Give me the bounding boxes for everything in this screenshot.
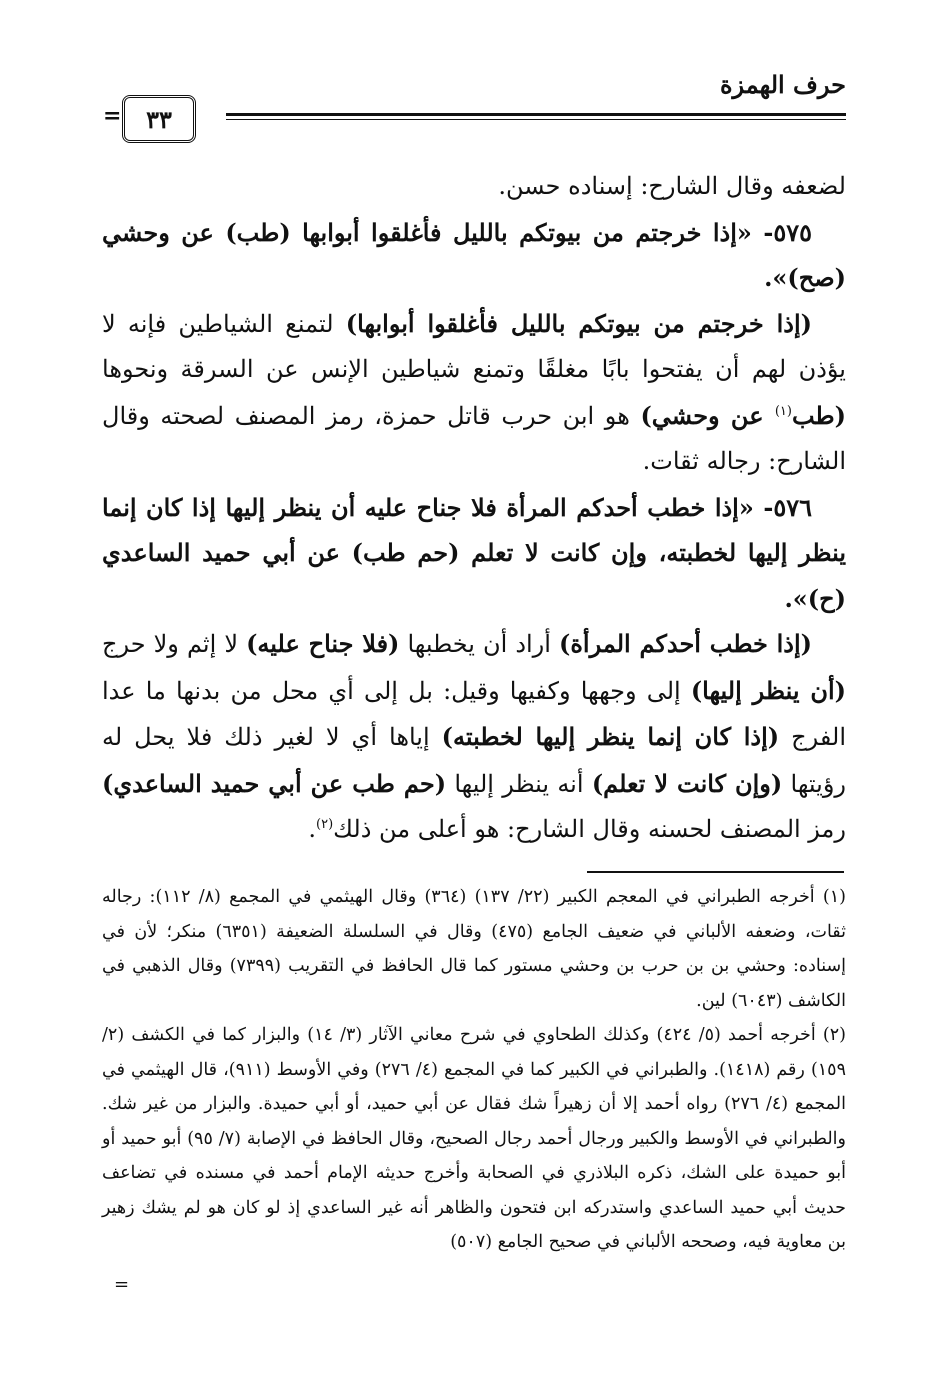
footnote-continuation-mark: = <box>114 1274 130 1295</box>
header-rule <box>226 113 846 116</box>
header-rule-thin <box>226 119 846 120</box>
hadith-575 <box>102 210 846 301</box>
header-continuation-mark: = <box>103 103 122 129</box>
commentary-575: (إذا خرجتم من بيوتكم بالليل فأغلقوا أبوابها) لتمنع الشياطين فإنه لا يؤذن لهم أن يفتحوا بابًا مغلقًا وتمنع شياطين الإنس عن السرقة ونحوها (طب$^{(١)}$ عن وحشي) هو ابن حرب قاتل حمزة، رمز المصنف لصحته وقال الشارح: رجاله ثقات. <box>102 308 847 475</box>
footnote-ref-2: (٢) <box>316 817 334 832</box>
hadith-text: «إذا خطب أحدكم المرأة فلا جناح عليه أن ينظر إليها إذا كان إنما ينظر إليها لخطبته، وإن كانت لا تعلم (حم طب) عن أبي حميد الساعدي (ح)». <box>102 492 846 613</box>
footnotes <box>102 880 846 1260</box>
main-text <box>102 164 846 853</box>
hadith-number: ٥٧٦- <box>753 492 812 522</box>
footnote-2: (٢) أخرجه أحمد (٥/ ٤٢٤) وكذلك الطحاوي في شرح معاني الآثار (٣/ ١٤) والبزار كما في الكشف (٢/ ١٥٩) رقم (١٤١٨). والطبراني في الكبير كما في المجمع (٤/ ٢٧٦) وفي الأوسط (٩١١)، قال الهيثمي في المجمع (٤/ ٢٧٦) رواه أحمد إلا أن زهيراً شك فقال عن أبي حميد، أو أبي حميدة. والبزار من غير شك. والطبراني في الأوسط والكبير ورجال أحمد رجال الصحيح، وقال الحافظ في الإصابة (٧/ ٩٥) أبو حميد أو أبو حميدة على الشك، ذكره البلاذري في الصحابة وأخرج حديثه الإمام أحمد في مسنده في تضاعف حديث أبي حميد الساعدي واستدركه ابن فتحون والظاهر أنه غير الساعدي إذ لو كان هو لم يشك زهير بن معاوية فيه، وصححه الألباني في صحيح الجامع (٥٠٧) <box>102 1025 846 1252</box>
page-number-badge <box>122 95 196 143</box>
footnote-separator <box>587 871 844 873</box>
footnote-1: (١) أخرجه الطبراني في المعجم الكبير (٢٢/ ١٣٧) (٣٦٤) وقال الهيثمي في المجمع (٨/ ١١٢): رجاله ثقات، وضعفه الألباني في ضعيف الجامع (٤٧٥) وقال في السلسلة الضعيفة (٦٣٥١) منكر؛ لأن في إسناده: وحشي بن بن حرب بن وحشي مستور كما قال الحافظ في التقريب (٧٣٩٩) وقال الذهبي في الكاشف (٦٠٤٣) لين. <box>102 887 847 1011</box>
hadith-text: «إذا خرجتم من بيوتكم بالليل فأغلقوا أبوابها (طب) عن وحشي (صح)». <box>102 217 846 292</box>
page-number: ٣٣ <box>146 104 172 134</box>
running-header: حرف الهمزة <box>719 70 846 99</box>
footnote-ref-1: (١) <box>774 403 792 419</box>
hadith-576 <box>102 485 846 622</box>
paragraph-continuation: لضعفه وقال الشارح: إسناده حسن. <box>498 172 846 200</box>
hadith-number: ٥٧٥- <box>751 217 812 247</box>
commentary-576: (إذا خطب أحدكم المرأة) أراد أن يخطبها (فلا جناح عليه) لا إثم ولا حرج (أن ينظر إليها) إلى وجهها وكفيها وقيل: بل إلى أي محل من بدنها ما عدا الفرج (إذا كان إنما ينظر إليها لخطبته) إياها أي لا لغير ذلك فلا يحل له رؤيتها (وإن كانت لا تعلم) أنه ينظر إليها (حم طب عن أبي حميد الساعدي) رمز المصنف لحسنه وقال الشارح: هو أعلى من ذلك$^{(٢)}$. <box>102 629 847 843</box>
